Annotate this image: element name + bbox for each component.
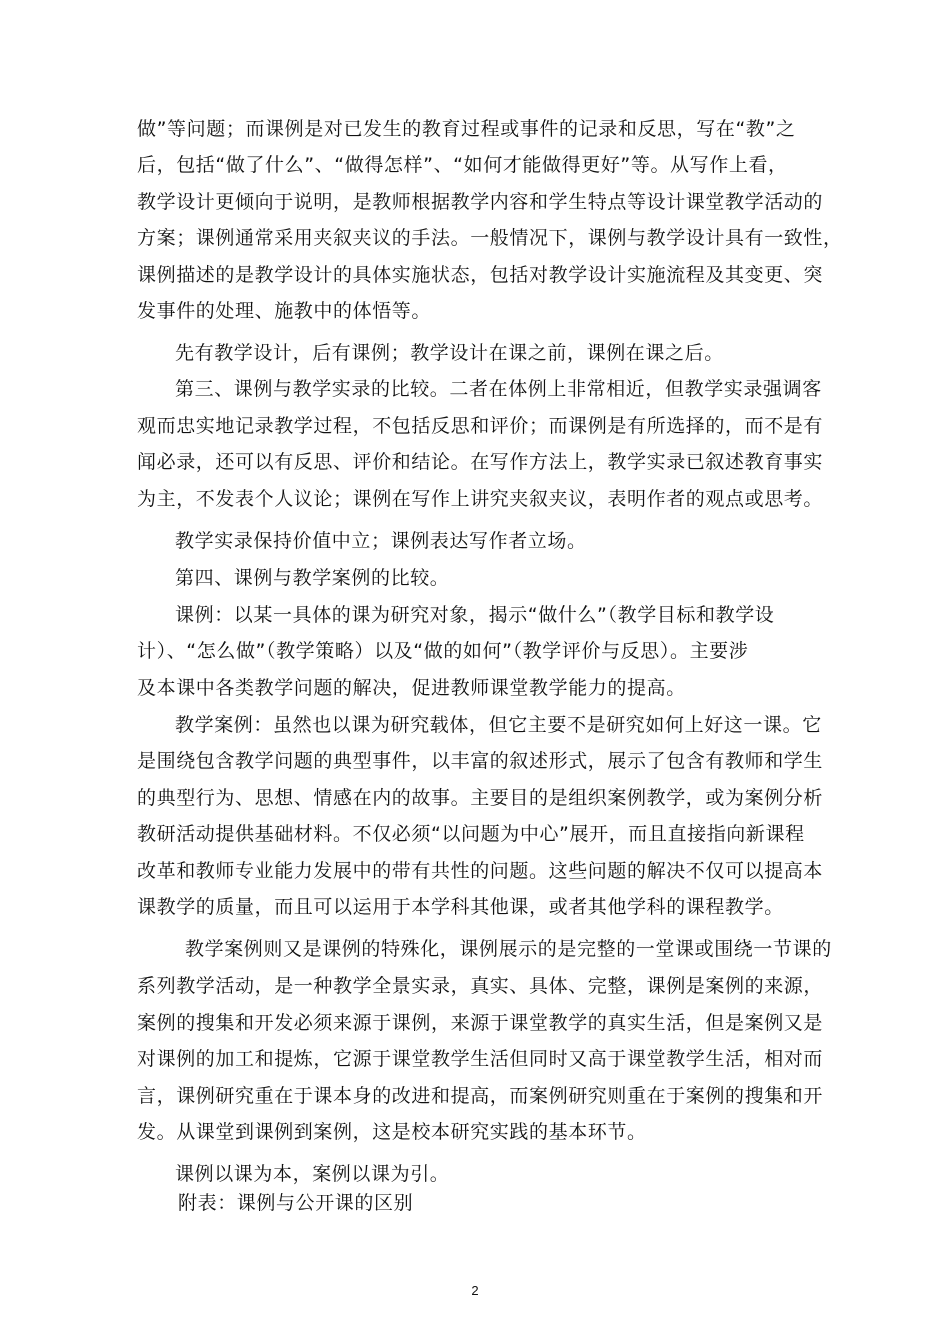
text-line: 言，课例研究重在于课本身的改进和提高，而案例研究则重在于案例的搜集和开 <box>137 1085 824 1107</box>
text-line: 课例以课为本，案例以课为引。 <box>175 1163 450 1185</box>
text-line: 的典型行为、思想、情感在内的故事。主要目的是组织案例教学，或为案例分析 <box>137 787 824 809</box>
text-line: 发。从课堂到课例到案例，这是校本研究实践的基本环节。 <box>137 1121 647 1143</box>
text-line: 系列教学活动，是一种教学全景实录，真实、具体、完整，课例是案例的来源， <box>137 975 824 997</box>
text-line: 发事件的处理、施教中的体悟等。 <box>137 300 432 322</box>
text-line: 第三、课例与教学实录的比较。二者在体例上非常相近，但教学实录强调客 <box>175 378 822 400</box>
text-line: 教学实录保持价值中立；课例表达写作者立场。 <box>175 530 587 552</box>
text-line: 闻必录，还可以有反思、评价和结论。在写作方法上，教学实录已叙述教育事实 <box>137 451 824 473</box>
text-line: 教学案例则又是课例的特殊化，课例展示的是完整的一堂课或围绕一节课的 <box>185 938 832 960</box>
text-line: 为主，不发表个人议论；课例在写作上讲究夹叙夹议，表明作者的观点或思考。 <box>137 488 824 510</box>
text-line: 观而忠实地记录教学过程，不包括反思和评价；而课例是有所选择的，而不是有 <box>137 415 824 437</box>
text-line: 先有教学设计，后有课例；教学设计在课之前，课例在课之后。 <box>175 342 724 364</box>
text-line: 附表：课例与公开课的区别 <box>178 1192 414 1214</box>
text-line: 改革和教师专业能力发展中的带有共性的问题。这些问题的解决不仅可以提高本 <box>137 860 824 882</box>
text-line: 对课例的加工和提炼，它源于课堂教学生活但同时又高于课堂教学生活，相对而 <box>137 1048 824 1070</box>
text-line: 课例描述的是教学设计的具体实施状态，包括对教学设计实施流程及其变更、突 <box>137 264 824 286</box>
text-line: 课教学的质量，而且可以运用于本学科其他课，或者其他学科的课程教学。 <box>137 896 784 918</box>
text-line: 计）、“怎么做”（教学策略）以及“做的如何”（教学评价与反思）。主要涉 <box>137 640 749 662</box>
text-line: 及本课中各类教学问题的解决，促进教师课堂教学能力的提高。 <box>137 677 686 699</box>
text-line: 做”等问题；而课例是对已发生的教育过程或事件的记录和反思，写在“教”之 <box>137 118 796 140</box>
text-line: 案例的搜集和开发必须来源于课例，来源于课堂教学的真实生活，但是案例又是 <box>137 1012 824 1034</box>
text-line: 教学设计更倾向于说明，是教师根据教学内容和学生特点等设计课堂教学活动的 <box>137 191 824 213</box>
text-line: 第四、课例与教学案例的比较。 <box>175 567 450 589</box>
text-line: 教学案例：虽然也以课为研究载体，但它主要不是研究如何上好这一课。它 <box>175 714 822 736</box>
text-line: 教研活动提供基础材料。不仅必须“以问题为中心”展开，而且直接指向新课程 <box>137 823 805 845</box>
text-line: 课例：以某一具体的课为研究对象，揭示“做什么”（教学目标和教学设 <box>175 604 775 626</box>
text-line: 是围绕包含教学问题的典型事件，以丰富的叙述形式，展示了包含有教师和学生 <box>137 750 824 772</box>
text-line: 后，包括“做了什么”、“做得怎样”、“如何才能做得更好”等。从写作上看， <box>137 154 788 176</box>
text-line: 方案；课例通常采用夹叙夹议的手法。一般情况下，课例与教学设计具有一致性， <box>137 227 843 249</box>
page-number: 2 <box>471 1283 479 1298</box>
